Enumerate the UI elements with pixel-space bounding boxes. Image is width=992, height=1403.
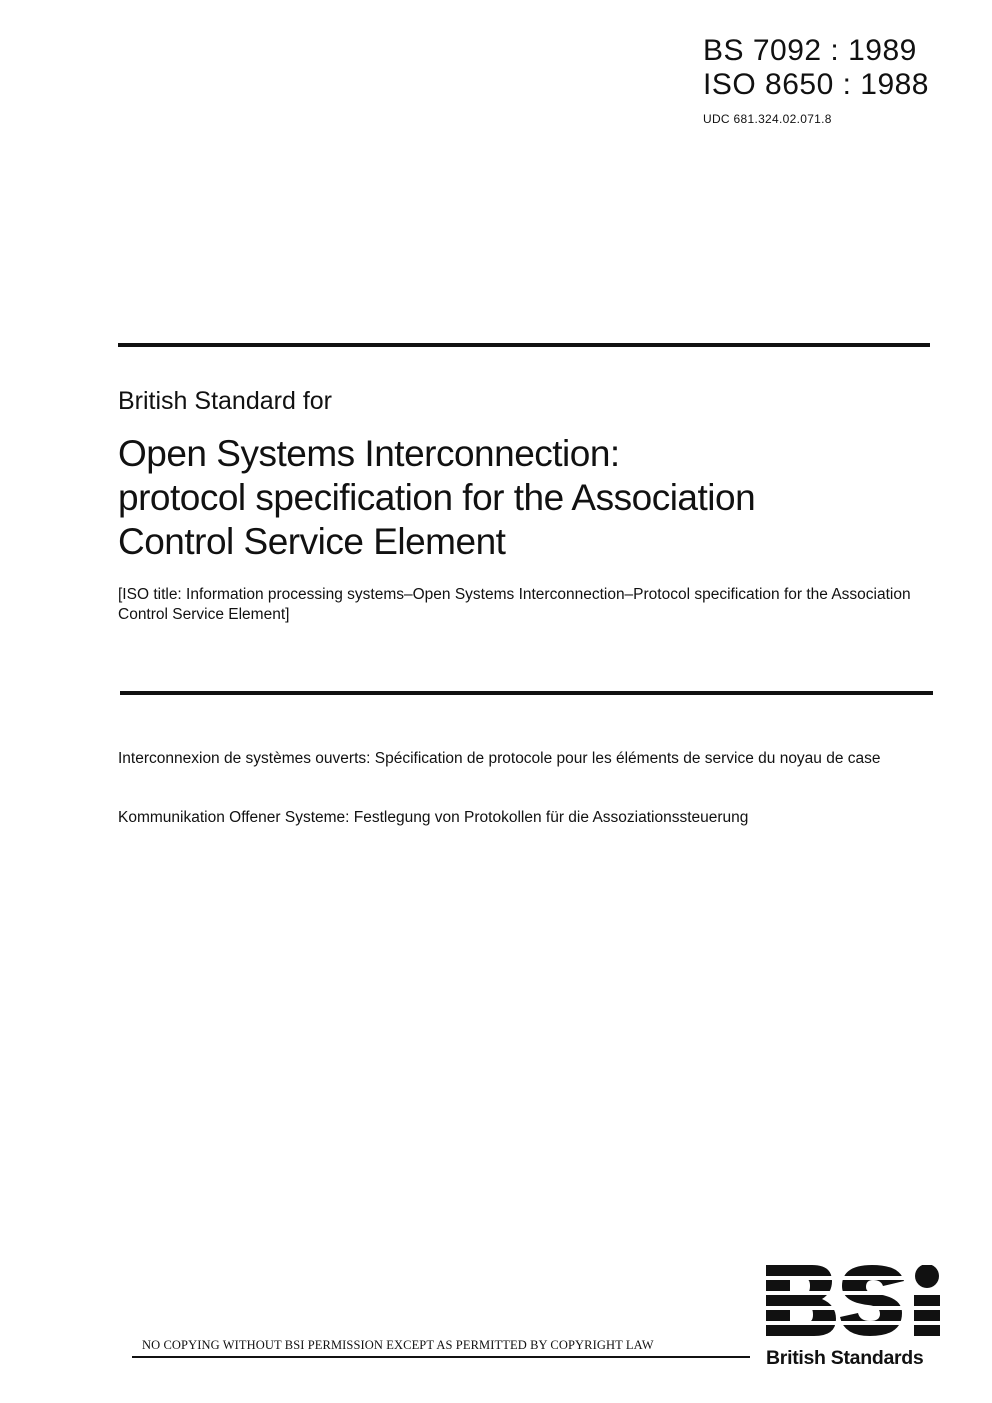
title-line: protocol specification for the Association — [118, 477, 756, 518]
bs-number: BS 7092 : 1989 — [703, 34, 917, 67]
document-title — [118, 432, 938, 564]
bsi-logo-icon — [764, 1265, 946, 1345]
iso-number: ISO 8650 : 1988 — [703, 68, 929, 101]
german-title: Kommunikation Offener Systeme: Festlegung von Protokollen für die Assoziationssteuerung — [118, 809, 749, 826]
copyright-underline — [132, 1356, 750, 1358]
title-line: Open Systems Interconnection: — [118, 433, 620, 474]
copyright-text: NO COPYING WITHOUT BSI PERMISSION EXCEPT AS PERMITTED BY COPYRIGHT LAW — [142, 1338, 654, 1352]
udc-code: UDC 681.324.02.071.8 — [703, 112, 832, 126]
french-title: Interconnexion de systèmes ouverts: Spécification de protocole pour les éléments de service du noyau de case — [118, 750, 881, 767]
top-divider — [118, 343, 930, 347]
standard-numbers — [703, 34, 963, 126]
iso-title: [ISO title: Information processing systems–Open Systems Interconnection–Protocol specification for the Association Control Service Element] — [118, 586, 911, 623]
bottom-divider — [120, 691, 933, 695]
bsi-caption: British Standards — [766, 1347, 924, 1369]
copyright-notice — [132, 1338, 750, 1358]
title-line: Control Service Element — [118, 521, 506, 562]
pre-title: British Standard for — [118, 387, 332, 415]
